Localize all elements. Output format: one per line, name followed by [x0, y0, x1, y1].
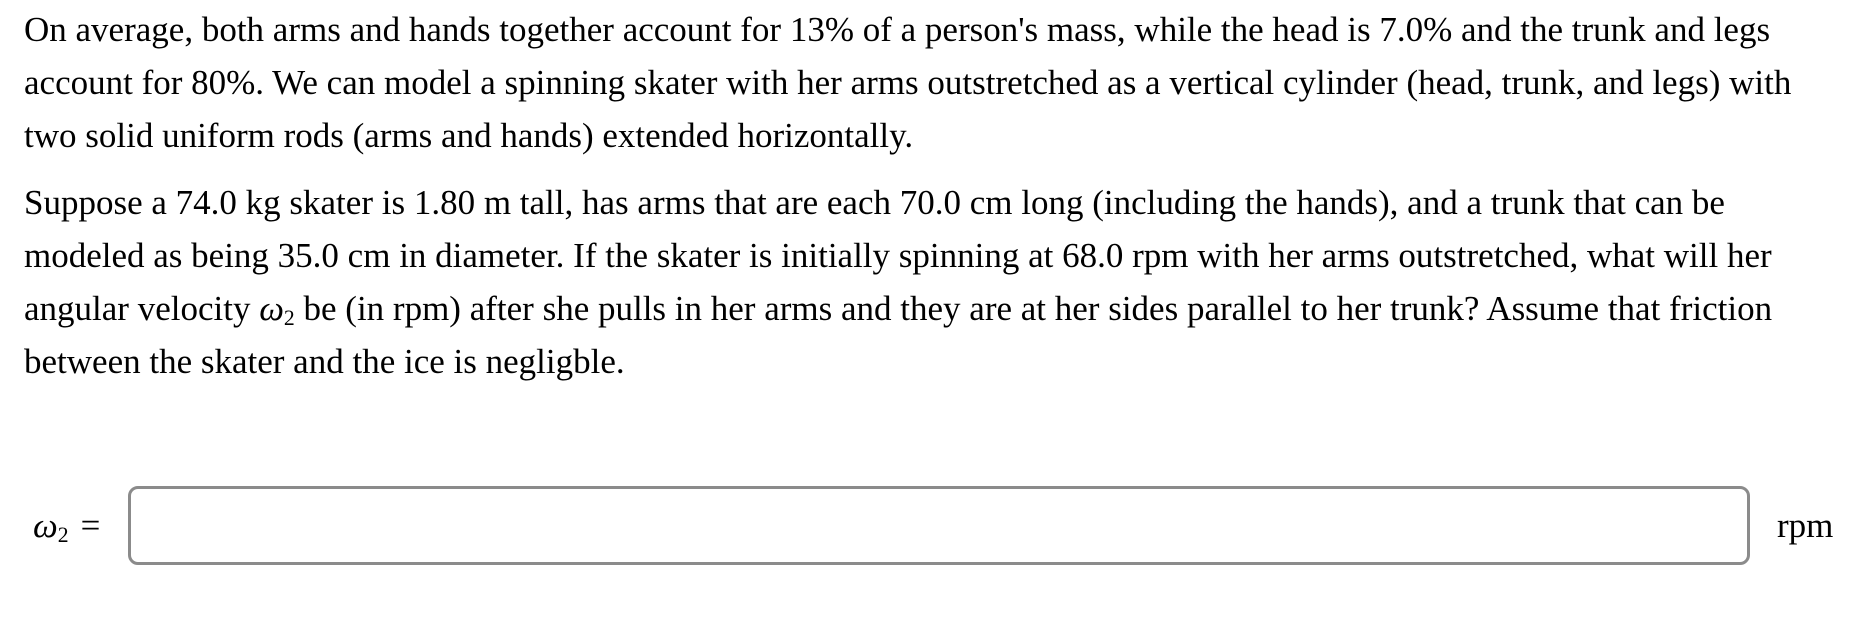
- omega2-equals-label: [33, 499, 108, 552]
- line-3-text-after: be (in rpm) after she pulls in her arms and they are at her sides parallel to her trunk? Assume that friction: [294, 289, 1773, 328]
- paragraph-2-line-2: modeled as being 35.0 cm in diameter. If the skater is initially spinning at 68.0 rpm with her arms outstretched, what will her: [24, 236, 1772, 275]
- paragraph-1-line-1: On average, both arms and hands together account for 13% of a person's mass, while the head is 7.0% and the trunk and legs: [24, 10, 1771, 49]
- paragraph-1-line-3: two solid uniform rods (arms and hands) extended horizontally.: [24, 116, 914, 155]
- line-3-text-before: angular velocity: [24, 289, 260, 328]
- problem-statement: [24, 3, 1846, 388]
- omega-symbol: ω: [33, 506, 58, 545]
- paragraph-1: [24, 3, 1846, 162]
- paragraph-2-line-1: Suppose a 74.0 kg skater is 1.80 m tall, has arms that are each 70.0 cm long (including the hands), and a trunk that can be: [24, 183, 1725, 222]
- equals-sign: =: [80, 506, 101, 545]
- omega-subscript: 2: [57, 522, 69, 547]
- unit-label: rpm: [1777, 505, 1834, 545]
- omega-subscript-inline: 2: [283, 305, 295, 330]
- paragraph-2-line-4: between the skater and the ice is negligble.: [24, 342, 625, 381]
- answer-row: [33, 486, 1846, 565]
- paragraph-2: [24, 176, 1846, 388]
- omega-symbol-inline: ω: [259, 289, 284, 328]
- answer-input[interactable]: [128, 486, 1750, 565]
- paragraph-2-line-3: [24, 282, 1846, 335]
- paragraph-1-line-2: account for 80%. We can model a spinning skater with her arms outstretched as a vertical cylinder (head, trunk, and legs) with: [24, 63, 1792, 102]
